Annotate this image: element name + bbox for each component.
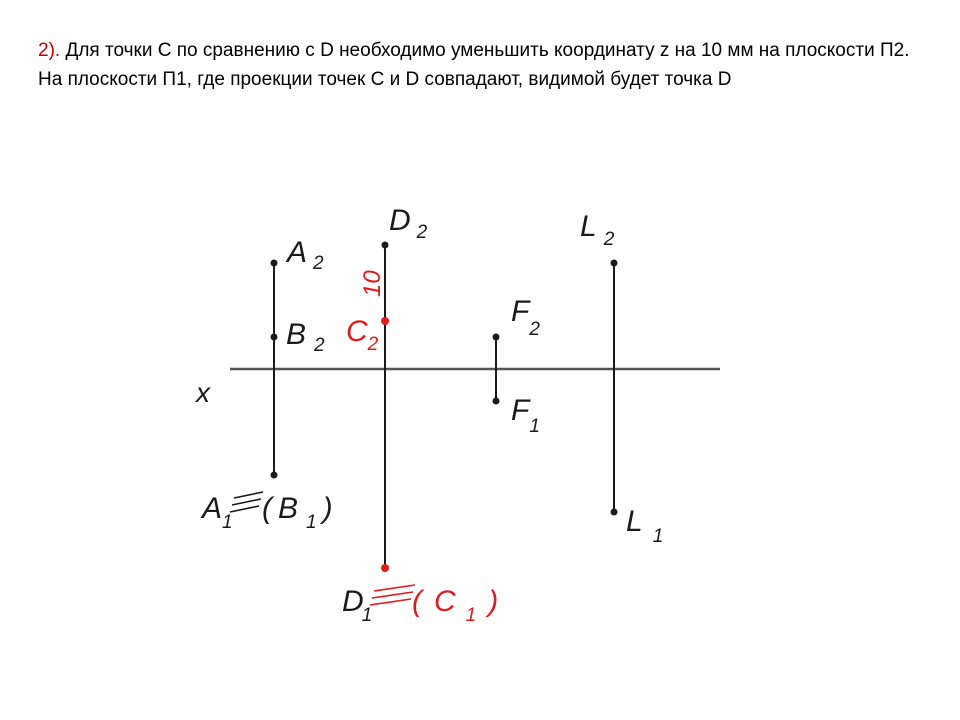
dimension-label-10: 10 bbox=[359, 270, 386, 297]
task-number: 2). bbox=[38, 40, 61, 61]
label-f2: $F_2$ bbox=[511, 295, 540, 340]
label-a2: A $_2$ bbox=[287, 236, 324, 274]
point-d2 bbox=[382, 242, 389, 249]
label-f1: $F_1$ bbox=[511, 394, 540, 437]
task-text: Для точки C по сравнению с D необходимо уменьшить координату z на 10 мм на плоскости П2. На плоскости П1, где проекции точек C и D совпадают, видимой будет точка D bbox=[38, 40, 910, 90]
label-d2: D $_2$ bbox=[389, 204, 428, 243]
point-l2 bbox=[611, 260, 618, 267]
label-l2: L $_2$ bbox=[580, 210, 615, 250]
label-l1: L $_1$ bbox=[626, 505, 664, 547]
point-l1 bbox=[611, 509, 618, 516]
point-b2 bbox=[271, 334, 278, 341]
point-c2 bbox=[381, 317, 389, 325]
label-b2: B $_2$ bbox=[286, 318, 325, 356]
coincidence-mark-d1-c1 bbox=[370, 585, 415, 605]
point-f1 bbox=[493, 398, 500, 405]
point-f2 bbox=[493, 334, 500, 341]
label-c2: $C_2$ bbox=[346, 315, 379, 355]
point-a2 bbox=[271, 260, 278, 267]
coincidence-mark-a1-b1 bbox=[230, 492, 263, 512]
axis-label-x: x bbox=[196, 377, 210, 408]
label-b1-bracketed: ( B $_1$ ) bbox=[262, 492, 333, 533]
label-c1-bracketed: ( C $_1$ ) bbox=[412, 585, 499, 626]
label-d1: D1 bbox=[342, 585, 373, 626]
point-d1 bbox=[381, 564, 389, 572]
point-a1 bbox=[271, 472, 278, 479]
label-a1: $A_1$ bbox=[202, 492, 233, 533]
